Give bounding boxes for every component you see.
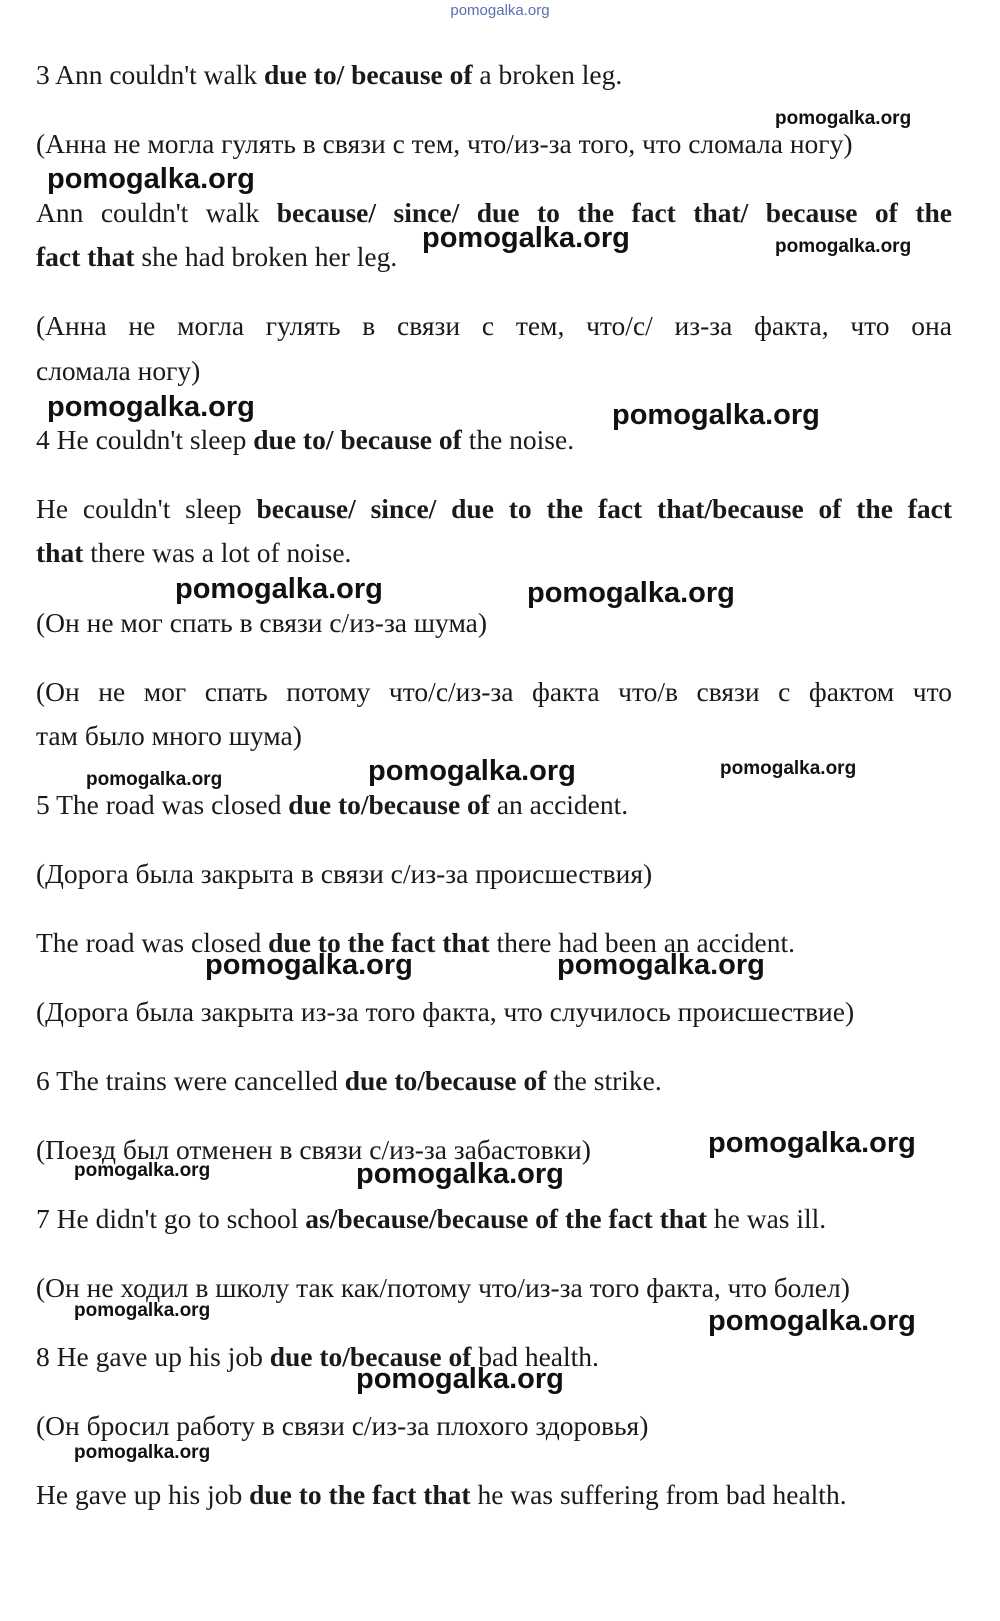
text-run: he was suffering from bad health. xyxy=(470,1479,847,1510)
watermark: pomogalka.org xyxy=(612,399,820,431)
text-run: 3 Ann couldn't walk xyxy=(36,59,264,90)
bold-phrase: fact that xyxy=(36,241,135,272)
exercise-4-alt-answer-line1 xyxy=(36,493,952,525)
text-run: (Он не ходил в школу так как/потому что/из-за того факта, что болел) xyxy=(36,1272,850,1303)
text-run: the strike. xyxy=(546,1065,662,1096)
text-run: (Он бросил работу в связи с/из-за плохого здоровья) xyxy=(36,1410,649,1441)
bold-phrase: that xyxy=(36,537,84,568)
exercise-6-answer xyxy=(36,1065,952,1097)
watermark: pomogalka.org xyxy=(205,949,413,981)
bold-phrase: due to/because of xyxy=(269,1341,472,1372)
watermark: pomogalka.org xyxy=(527,577,735,609)
exercise-5-alt-answer xyxy=(36,927,952,959)
watermark: pomogalka.org xyxy=(74,1442,211,1463)
bold-phrase: because/ since/ due to the fact that/because of the fact xyxy=(256,493,952,524)
watermark: pomogalka.org xyxy=(708,1305,916,1337)
text-run: there was a lot of noise. xyxy=(83,537,352,568)
bold-phrase: due to/ because of xyxy=(264,59,473,90)
watermark: pomogalka.org xyxy=(86,769,223,790)
text-run: (Анна не могла гулять в связи с тем, что/из-за того, что сломала ногу) xyxy=(36,128,853,159)
text-run: bad health. xyxy=(471,1341,599,1372)
bold-phrase: because/ since/ due to the fact that/ because of the xyxy=(276,197,952,228)
watermark: pomogalka.org xyxy=(775,236,912,257)
text-run: there had been an accident. xyxy=(489,927,796,958)
watermark: pomogalka.org xyxy=(422,222,630,254)
text-run: 7 He didn't go to school xyxy=(36,1203,306,1234)
exercise-5-alt-translation xyxy=(36,996,952,1028)
exercise-4-alt-answer-line2 xyxy=(36,537,952,569)
text-run: 5 The road was closed xyxy=(36,789,289,820)
text-run: сломала ногу) xyxy=(36,355,201,386)
exercise-3-alt-translation-line1 xyxy=(36,310,952,342)
bold-phrase: due to the fact that xyxy=(249,1479,471,1510)
exercise-5-answer xyxy=(36,789,952,821)
text-run: (Дорога была закрыта в связи с/из-за происшествия) xyxy=(36,858,653,889)
exercise-4-alt-translation-line2 xyxy=(36,720,952,752)
text-run: (Он не мог спать потому что/с/из-за факта что/в связи с фактом что xyxy=(36,676,952,707)
text-run: (Анна не могла гулять в связи с тем, что/с/ из-за факта, что она xyxy=(36,310,952,341)
text-run: 8 He gave up his job xyxy=(36,1341,270,1372)
watermark: pomogalka.org xyxy=(775,108,912,129)
text-run: the noise. xyxy=(461,424,575,455)
watermark: pomogalka.org xyxy=(47,163,255,195)
watermark: pomogalka.org xyxy=(356,1363,564,1395)
bold-phrase: as/because/because of the fact that xyxy=(305,1203,707,1234)
exercise-8-alt-answer xyxy=(36,1479,952,1511)
text-run: (Дорога была закрыта из-за того факта, что случилось происшествие) xyxy=(36,996,855,1027)
text-run: an accident. xyxy=(489,789,629,820)
watermark: pomogalka.org xyxy=(74,1300,211,1321)
exercise-7-answer xyxy=(36,1203,952,1235)
bold-phrase: due to/because of xyxy=(288,789,490,820)
exercise-4-alt-translation-line1 xyxy=(36,676,952,708)
watermark: pomogalka.org xyxy=(557,949,765,981)
watermark: pomogalka.org xyxy=(175,573,383,605)
text-run: he was ill. xyxy=(707,1203,827,1234)
exercise-4-translation xyxy=(36,607,952,639)
text-run: (Поезд был отменен в связи с/из-за забастовки) xyxy=(36,1134,591,1165)
watermark: pomogalka.org xyxy=(356,1158,564,1190)
bold-phrase: due to the fact that xyxy=(268,927,490,958)
text-run: Ann couldn't walk xyxy=(36,197,277,228)
bold-phrase: due to/ because of xyxy=(253,424,462,455)
watermark: pomogalka.org xyxy=(74,1160,211,1181)
watermark: pomogalka.org xyxy=(708,1127,916,1159)
text-run: (Он не мог спать в связи с/из-за шума) xyxy=(36,607,488,638)
watermark: pomogalka.org xyxy=(47,391,255,423)
bold-phrase: due to/because of xyxy=(344,1065,547,1096)
text-run: там было много шума) xyxy=(36,720,302,751)
text-run: The road was closed xyxy=(36,927,269,958)
text-run: she had broken her leg. xyxy=(134,241,398,272)
exercise-3-alt-translation-line2 xyxy=(36,355,952,387)
exercise-3-answer xyxy=(36,59,952,91)
text-run: He gave up his job xyxy=(36,1479,250,1510)
exercise-3-translation xyxy=(36,128,952,160)
exercise-5-translation xyxy=(36,858,952,890)
text-run: a broken leg. xyxy=(472,59,623,90)
text-run: 6 The trains were cancelled xyxy=(36,1065,345,1096)
watermark: pomogalka.org xyxy=(720,758,857,779)
text-run: He couldn't sleep xyxy=(36,493,257,524)
watermark: pomogalka.org xyxy=(368,755,576,787)
exercise-8-translation xyxy=(36,1410,952,1442)
text-run: 4 He couldn't sleep xyxy=(36,424,254,455)
header-link[interactable]: pomogalka.org xyxy=(450,2,550,19)
